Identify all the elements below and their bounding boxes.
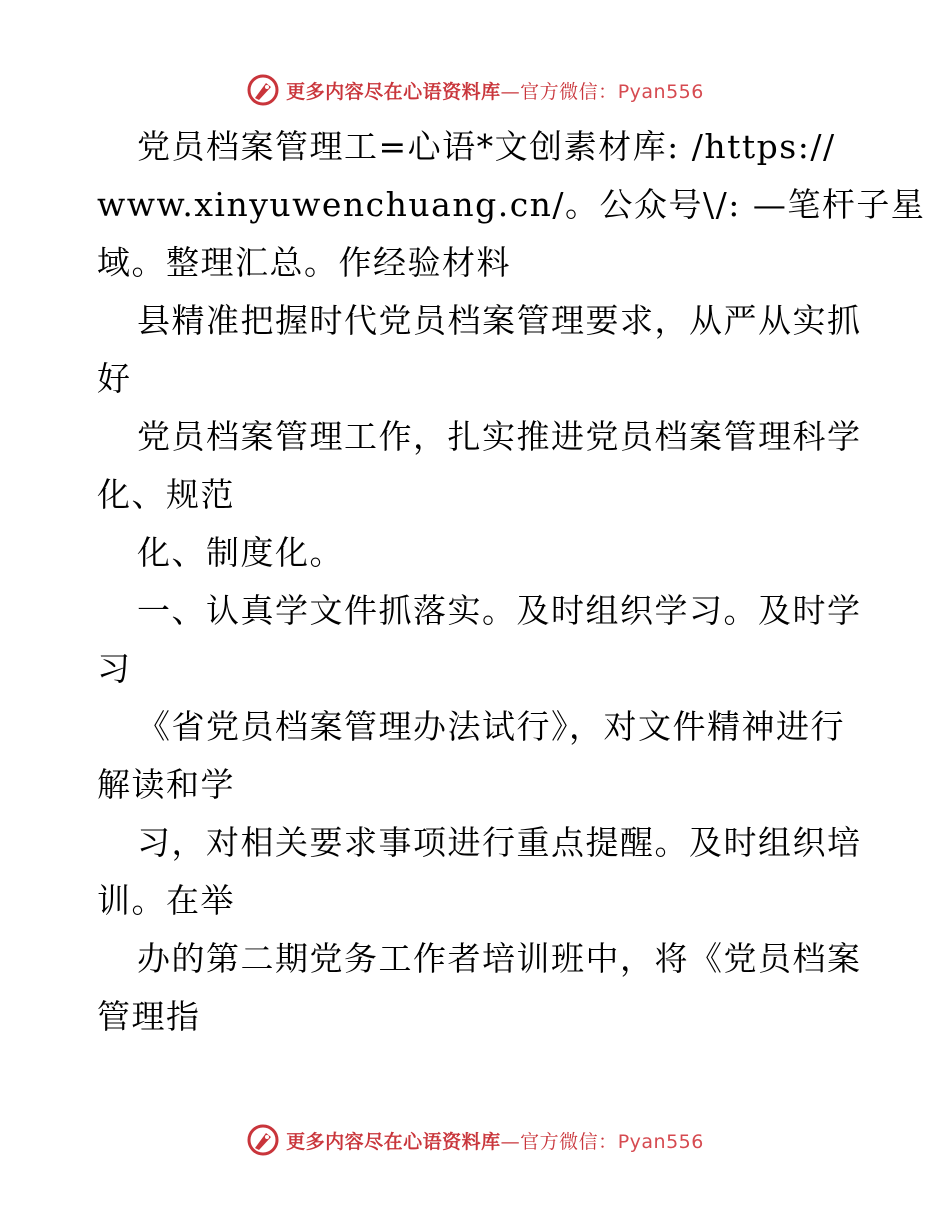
document-body xyxy=(97,118,926,1046)
header-banner-wechat-label: 官方微信： xyxy=(520,80,618,103)
body-line: 县精准把握时代党员档案管理要求，从严从实抓 xyxy=(137,301,862,340)
header-banner-dash: — xyxy=(500,80,521,103)
body-line: 化、规范 xyxy=(97,475,235,514)
footer-banner-dash: — xyxy=(500,1130,521,1153)
body-line: 一、认真学文件抓落实。及时组织学习。及时学 xyxy=(137,591,862,630)
body-line: 好 xyxy=(97,359,132,398)
body-line: 习，对相关要求事项进行重点提醒。及时组织培 xyxy=(137,823,862,862)
body-line: 管理指 xyxy=(97,997,201,1036)
body-line: 办的第二期党务工作者培训班中，将《党员档案 xyxy=(137,939,862,978)
footer-banner-wechat-id: Pyan556 xyxy=(617,1130,704,1153)
body-line: 习 xyxy=(97,649,132,688)
header-banner-wechat-id: Pyan556 xyxy=(617,80,704,103)
footer-watermark-banner xyxy=(0,1120,950,1160)
header-banner-text xyxy=(286,77,704,104)
body-line: www.xinyuwenchuang.cn/。公众号\/: —笔杆子星 xyxy=(97,185,926,224)
body-line: 党员档案管理工=心语*文创素材库: /https:// xyxy=(137,127,836,166)
pen-nib-circle-icon xyxy=(246,1123,280,1157)
footer-banner-wechat-label: 官方微信： xyxy=(520,1130,618,1153)
body-line: 域。整理汇总。作经验材料 xyxy=(97,243,511,282)
body-line: 解读和学 xyxy=(97,765,235,804)
footer-banner-text xyxy=(286,1127,704,1154)
body-line: 《省党员档案管理办法试行》，对文件精神进行 xyxy=(137,707,845,746)
body-line: 党员档案管理工作，扎实推进党员档案管理科学 xyxy=(137,417,862,456)
body-line: 训。在举 xyxy=(97,881,235,920)
pen-nib-circle-icon xyxy=(246,73,280,107)
footer-banner-main: 更多内容尽在心语资料库 xyxy=(286,1130,501,1153)
body-line: 化、制度化。 xyxy=(137,533,344,572)
header-banner-main: 更多内容尽在心语资料库 xyxy=(286,80,501,103)
header-watermark-banner xyxy=(0,70,950,110)
